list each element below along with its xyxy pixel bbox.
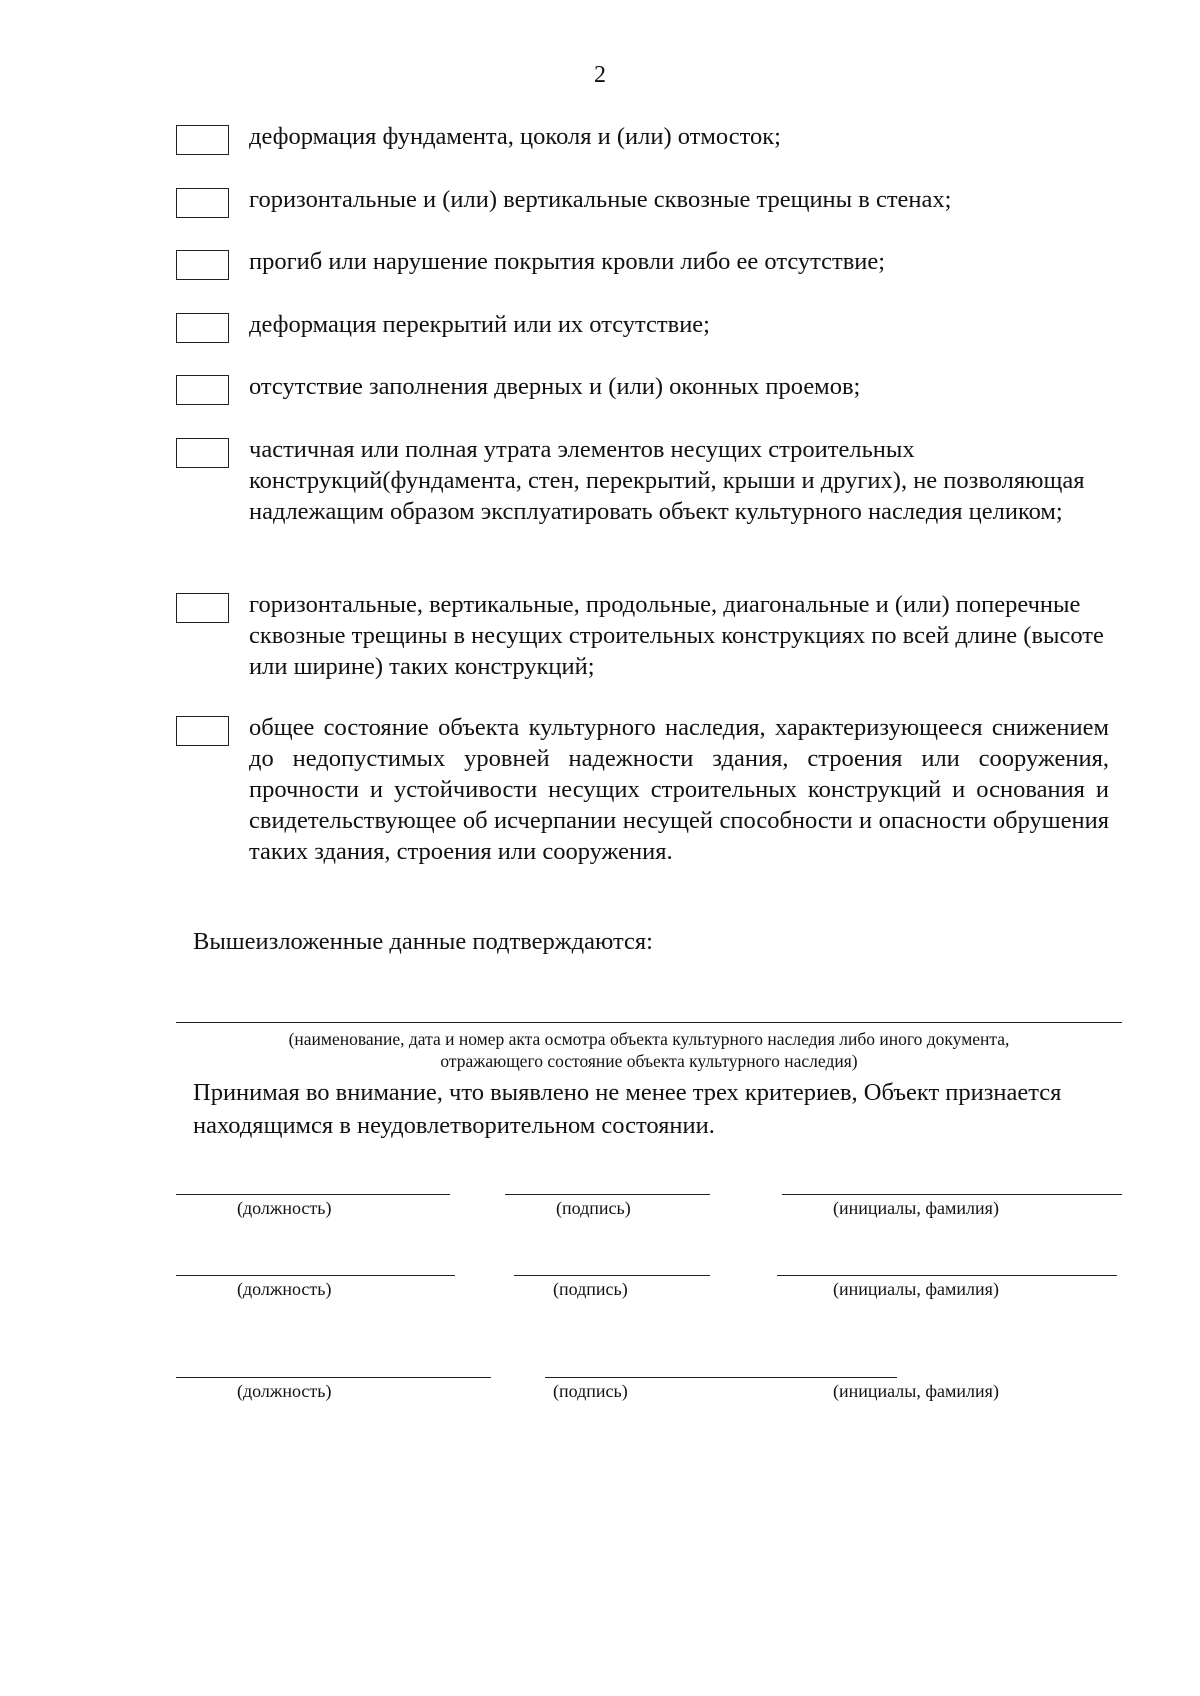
criterion-text: деформация перекрытий или их отсутствие; (249, 311, 710, 338)
position-caption: (должность) (237, 1198, 332, 1218)
criterion-checkbox[interactable] (176, 250, 229, 280)
criterion-checkbox[interactable] (176, 125, 229, 155)
signature-line[interactable] (545, 1377, 897, 1378)
criterion-checkbox[interactable] (176, 375, 229, 405)
document-caption-line: (наименование, дата и номер акта осмотра объекта культурного наследия либо иного документа, (288, 1029, 1010, 1049)
position-caption: (должность) (237, 1381, 332, 1401)
document-caption (176, 1028, 1122, 1072)
document-caption-line: отражающего состояние объекта культурного наследия) (440, 1051, 858, 1071)
signature-caption: (подпись) (553, 1381, 628, 1401)
position-line[interactable] (176, 1275, 455, 1276)
document-fill-line[interactable] (176, 1022, 1122, 1023)
conclusion-text: Принимая во внимание, что выявлено не менее трех критериев, Объект признается находящимся в неудовлетворительном состоянии. (193, 1079, 1062, 1139)
signature-caption: (подпись) (553, 1279, 628, 1299)
confirmation-text: Вышеизложенные данные подтверждаются: (193, 928, 653, 955)
criterion-text: деформация фундамента, цоколя и (или) отмосток; (249, 123, 781, 150)
position-line[interactable] (176, 1377, 491, 1378)
name-caption: (инициалы, фамилия) (833, 1198, 999, 1218)
position-line[interactable] (176, 1194, 450, 1195)
criterion-checkbox[interactable] (176, 438, 229, 468)
position-caption: (должность) (237, 1279, 332, 1299)
name-caption: (инициалы, фамилия) (833, 1381, 999, 1401)
criterion-text: прогиб или нарушение покрытия кровли либо ее отсутствие; (249, 248, 886, 275)
signature-caption: (подпись) (556, 1198, 631, 1218)
criterion-text: горизонтальные, вертикальные, продольные, диагональные и (или) поперечные сквозные трещины в несущих строительных конструкциях по всей длине (высоте или ширине) таких конструкций; (249, 591, 1104, 680)
page-number: 2 (594, 62, 606, 88)
name-caption: (инициалы, фамилия) (833, 1279, 999, 1299)
name-line[interactable] (777, 1275, 1117, 1276)
criterion-text: горизонтальные и (или) вертикальные сквозные трещины в стенах; (249, 186, 952, 213)
criterion-checkbox[interactable] (176, 716, 229, 746)
signature-line[interactable] (514, 1275, 710, 1276)
signature-line[interactable] (505, 1194, 710, 1195)
criterion-checkbox[interactable] (176, 593, 229, 623)
criterion-text: частичная или полная утрата элементов несущих строительных конструкций(фундамента, стен, перекрытий, крыши и других), не позволяющая надлежащим образом эксплуатировать объект культурного наследия целиком; (249, 436, 1085, 525)
criterion-checkbox[interactable] (176, 313, 229, 343)
criterion-checkbox[interactable] (176, 188, 229, 218)
criterion-text: отсутствие заполнения дверных и (или) оконных проемов; (249, 373, 861, 400)
criterion-text: общее состояние объекта культурного наследия, характеризующееся снижением до недопустимых уровней надежности здания, строения или сооружения, прочности и устойчивости несущих строительных конструкций и основания и свидетельствующее об исчерпании несущей способности и опасности обрушения таких здания, строения или сооружения. (249, 714, 1109, 865)
name-line[interactable] (782, 1194, 1122, 1195)
